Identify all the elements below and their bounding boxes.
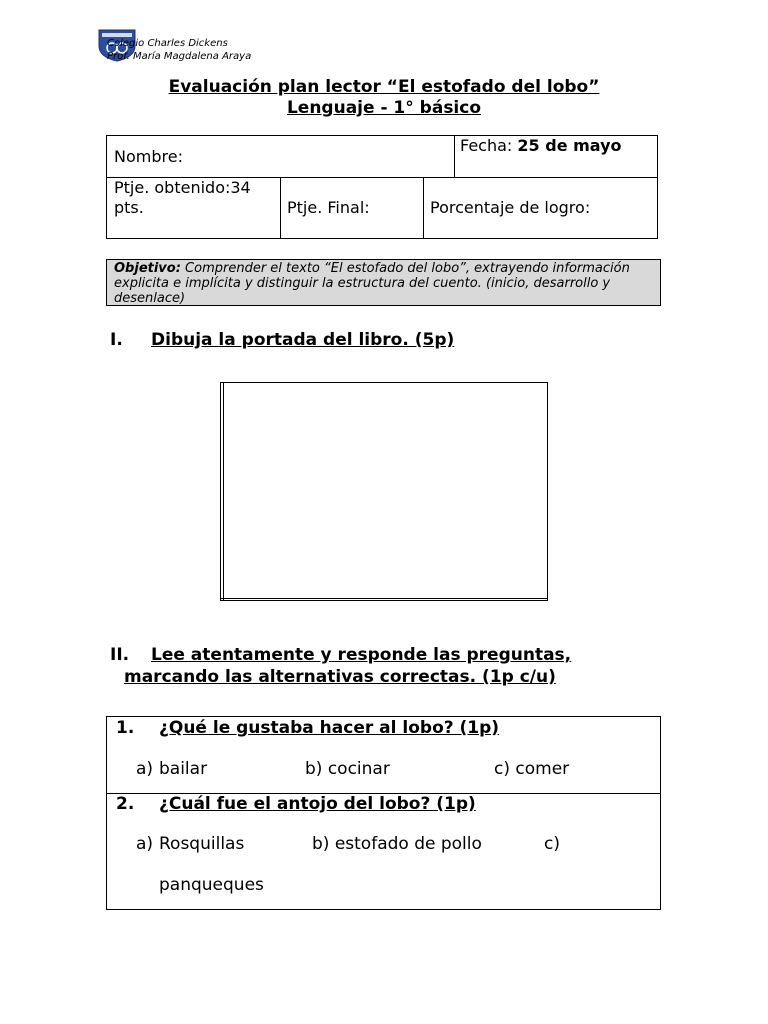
- objective-text: Comprender el texto “El estofado del lobo”, extrayendo información explicita e implícita y distinguir la estructura del cuento. (inicio, desarrollo y desenlace): [114, 261, 630, 306]
- section1-title: Dibuja la portada del libro. (5p): [151, 330, 455, 350]
- question1-number: 1.: [116, 718, 135, 738]
- date-label: Fecha:: [460, 136, 513, 155]
- page-subtitle: Lenguaje - 1° básico: [286, 98, 482, 118]
- q2-option-b[interactable]: b) estofado de pollo: [312, 834, 482, 854]
- objective-box: [106, 259, 661, 306]
- q1-option-c[interactable]: c) comer: [494, 759, 570, 779]
- final-score-label: Ptje. Final:: [287, 198, 370, 217]
- q1-option-b[interactable]: b) cocinar: [305, 759, 390, 779]
- teacher-name: Prof. María Magdalena Araya: [107, 51, 252, 62]
- q2-option-c-letter[interactable]: c): [544, 834, 560, 854]
- question1-text: ¿Qué le gustaba hacer al lobo? (1p): [159, 718, 500, 738]
- q2-option-a[interactable]: Rosquillas: [159, 834, 245, 854]
- question2-number: 2.: [116, 794, 135, 814]
- q2-option-a-letter[interactable]: a): [136, 834, 154, 854]
- section2-title-line1: Lee atentamente y responde las preguntas,: [151, 645, 572, 665]
- page-title: Evaluación plan lector “El estofado del lobo”: [168, 77, 600, 97]
- drawing-area[interactable]: [220, 382, 548, 601]
- section2-number: II.: [110, 645, 130, 665]
- objective-label: Objetivo:: [114, 261, 181, 276]
- questions-table: [106, 716, 661, 910]
- date-cell: [460, 136, 650, 156]
- q2-option-c[interactable]: panqueques: [159, 875, 264, 895]
- student-info-table: [106, 135, 658, 239]
- q1-option-a-letter[interactable]: a): [136, 759, 154, 779]
- question2-text: ¿Cuál fue el antojo del lobo? (1p): [159, 794, 476, 814]
- section1-number: I.: [110, 330, 123, 350]
- name-label: Nombre:: [114, 147, 183, 166]
- achievement-label: Porcentaje de logro:: [430, 198, 591, 217]
- date-value: 25 de mayo: [517, 136, 622, 155]
- score-obtained: Ptje. obtenido:34 pts.: [114, 178, 251, 217]
- q1-option-a[interactable]: bailar: [159, 759, 208, 779]
- section2-title-line2: marcando las alternativas correctas. (1p c/u): [124, 667, 556, 687]
- school-name: Colegio Charles Dickens: [107, 38, 228, 49]
